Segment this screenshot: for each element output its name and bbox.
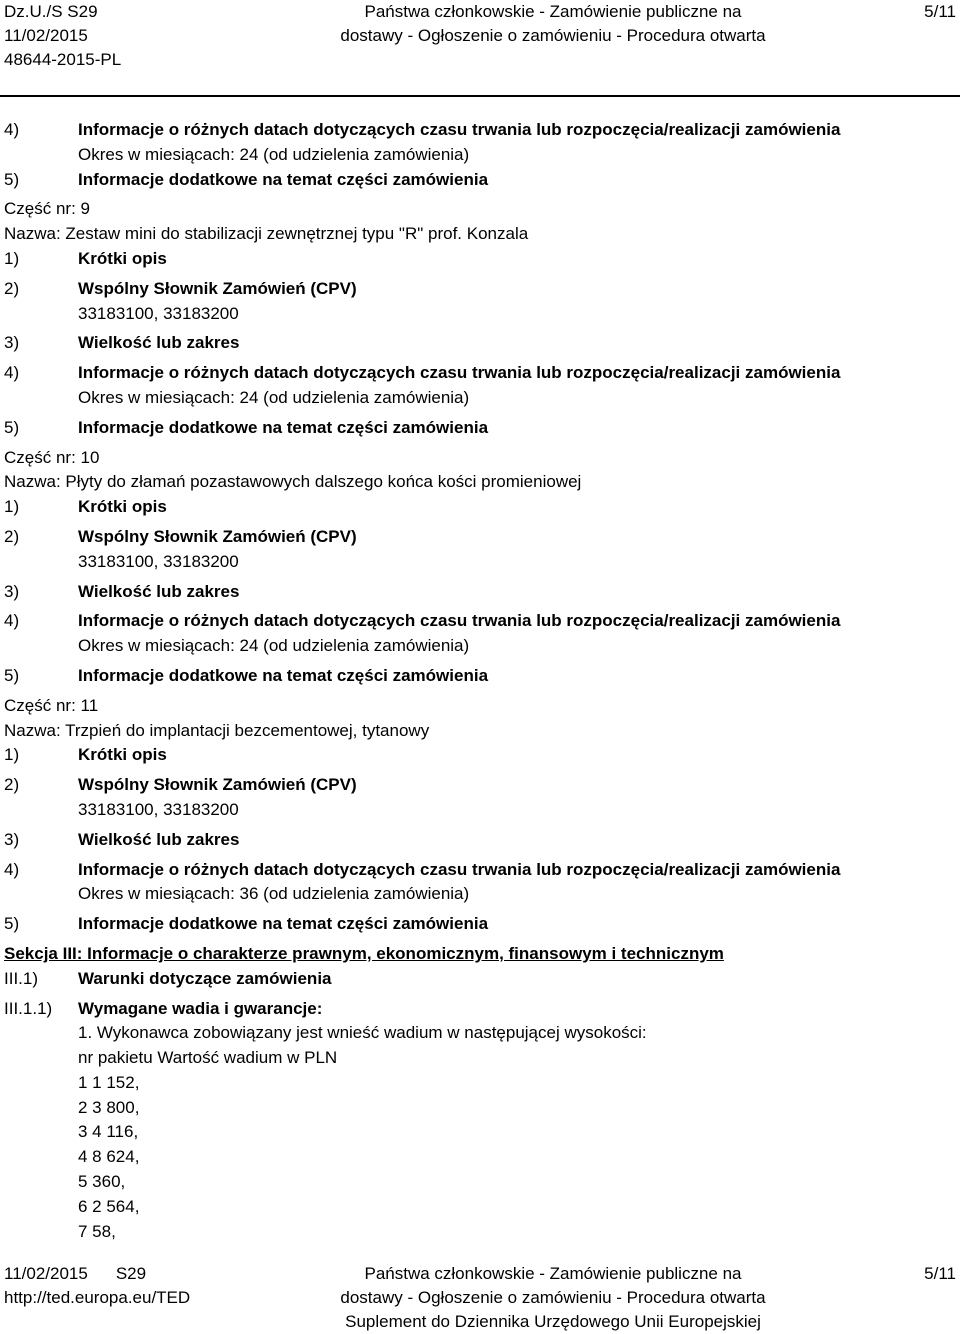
list-item	[0, 143, 960, 168]
item-label: Informacje dodatkowe na temat części zamówienia	[78, 169, 489, 189]
page-header	[0, 0, 960, 68]
cpv-codes: 33183100, 33183200	[78, 303, 239, 323]
footer-title-line-2: dostawy - Ogłoszenie o zamówieniu - Procedura otwarta	[340, 1288, 766, 1307]
list-item	[0, 525, 960, 550]
item-value: Okres w miesiącach: 24 (od udzielenia zamówienia)	[78, 144, 470, 164]
footer-right	[876, 1262, 956, 1286]
list-item	[0, 331, 960, 356]
footer-page-number: 5/11	[924, 1264, 956, 1283]
item-label: Wspólny Słownik Zamówień (CPV)	[78, 278, 357, 298]
header-left	[4, 0, 204, 72]
text-line-content: 2 3 800,	[78, 1097, 140, 1117]
item-number: 3)	[4, 581, 20, 601]
footer-date-series	[4, 1262, 204, 1286]
list-item	[0, 798, 960, 823]
text-line-content: 5 360,	[78, 1172, 126, 1192]
list-item	[0, 664, 960, 689]
text-line-content: 4 8 624,	[78, 1147, 140, 1167]
list-item	[0, 858, 960, 883]
part-name	[0, 222, 960, 247]
list-item	[0, 634, 960, 659]
header-right	[876, 0, 956, 24]
list-item	[0, 386, 960, 411]
header-date: 11/02/2015	[4, 26, 88, 45]
part-number	[0, 197, 960, 222]
text-line	[0, 1046, 960, 1071]
section-title: Sekcja III: Informacje o charakterze prawnym, ekonomicznym, finansowym i technicznym	[4, 943, 724, 963]
item-number: 2)	[4, 775, 20, 795]
item-number: 4)	[4, 120, 20, 139]
footer-title-line-1: Państwa członkowskie - Zamówienie publiczne na	[364, 1264, 742, 1283]
item-label: Krótki opis	[78, 745, 167, 765]
text-line-content: 3 4 116,	[78, 1122, 139, 1142]
item-label: Informacje o różnych datach dotyczących czasu trwania lub rozpoczęcia/realizacji zamówienia	[78, 859, 841, 879]
item-label: Informacje o różnych datach dotyczących czasu trwania lub rozpoczęcia/realizacji zamówienia	[78, 363, 841, 383]
item-label: Krótki opis	[78, 497, 167, 517]
text-line	[0, 1170, 960, 1195]
item-label: Wielkość lub zakres	[78, 333, 240, 353]
item-number: 3)	[4, 829, 20, 849]
text-line-content: 6 2 564,	[78, 1196, 140, 1216]
part-name-text: Nazwa: Trzpień do implantacji bezcementowej, tytanowy	[4, 720, 430, 740]
text-line-content: 1. Wykonawca zobowiązany jest wnieść wadium w następującej wysokości:	[78, 1023, 647, 1043]
list-item	[0, 247, 960, 272]
footer-center	[298, 1262, 808, 1334]
item-label: Informacje dodatkowe na temat części zamówienia	[78, 417, 489, 437]
item-label: Warunki dotyczące zamówienia	[78, 968, 332, 988]
item-label: Wspólny Słownik Zamówień (CPV)	[78, 526, 357, 546]
text-line-content: 1 1 152,	[78, 1072, 140, 1092]
text-line-content: 7 58,	[78, 1221, 116, 1241]
text-line-content: nr pakietu Wartość wadium w PLN	[78, 1048, 338, 1068]
list-item	[0, 609, 960, 634]
item-value: Okres w miesiącach: 24 (od udzielenia zamówienia)	[78, 636, 470, 656]
item-label: Wymagane wadia i gwarancje:	[78, 998, 323, 1018]
item-number: 4)	[4, 611, 20, 631]
section-heading	[0, 942, 960, 967]
header-center	[298, 0, 808, 48]
item-value: Okres w miesiącach: 36 (od udzielenia zamówienia)	[78, 884, 470, 904]
part-number-text: Część nr: 11	[4, 695, 99, 715]
list-item	[0, 773, 960, 798]
item-label: Informacje dodatkowe na temat części zamówienia	[78, 665, 489, 685]
page-footer	[0, 1262, 960, 1334]
list-item	[0, 580, 960, 605]
part-number	[0, 446, 960, 471]
part-name-text: Nazwa: Płyty do złamań pozastawowych dalszego końca kości promieniowej	[4, 472, 582, 492]
list-item	[0, 967, 960, 992]
text-line	[0, 1071, 960, 1096]
part-number	[0, 694, 960, 719]
text-line	[0, 1145, 960, 1170]
part-number-text: Część nr: 10	[4, 447, 100, 467]
item-number: 4)	[4, 363, 20, 383]
item-label: Krótki opis	[78, 248, 167, 268]
item-number: III.1.1)	[4, 998, 53, 1018]
item-number: 1)	[4, 497, 20, 517]
part-name	[0, 719, 960, 744]
cpv-codes: 33183100, 33183200	[78, 551, 239, 571]
item-number: 1)	[4, 248, 20, 268]
item-label: Wielkość lub zakres	[78, 829, 240, 849]
list-item	[0, 118, 960, 143]
header-title-line-2: dostawy - Ogłoszenie o zamówieniu - Procedura otwarta	[340, 26, 766, 45]
list-item	[0, 912, 960, 937]
list-item	[0, 997, 960, 1022]
item-label: Informacje o różnych datach dotyczących czasu trwania lub rozpoczęcia/realizacji zamówienia	[78, 611, 841, 631]
header-page-number: 5/11	[924, 2, 956, 21]
item-number: 2)	[4, 278, 20, 298]
item-label: Wspólny Słownik Zamówień (CPV)	[78, 775, 357, 795]
item-number: 1)	[4, 745, 20, 765]
list-item	[0, 882, 960, 907]
item-value: Okres w miesiącach: 24 (od udzielenia zamówienia)	[78, 387, 470, 407]
item-number: 5)	[4, 417, 20, 437]
cpv-codes: 33183100, 33183200	[78, 799, 239, 819]
item-number: 2)	[4, 526, 20, 546]
journal-ref: Dz.U./S S29	[4, 2, 98, 21]
list-item	[0, 743, 960, 768]
notice-number: 48644-2015-PL	[4, 50, 122, 69]
list-item	[0, 277, 960, 302]
text-line	[0, 1096, 960, 1121]
item-number: 3)	[4, 333, 20, 353]
list-item	[0, 302, 960, 327]
list-item	[0, 168, 960, 193]
footer-url[interactable]: http://ted.europa.eu/TED	[4, 1288, 191, 1307]
item-number: 5)	[4, 665, 20, 685]
header-title-line-1: Państwa członkowskie - Zamówienie publiczne na	[364, 2, 742, 21]
part-name	[0, 470, 960, 495]
text-line	[0, 1220, 960, 1245]
list-item	[0, 416, 960, 441]
document-body	[0, 118, 960, 1244]
part-number-text: Część nr: 9	[4, 199, 90, 219]
text-line	[0, 1120, 960, 1145]
footer-series: S29	[115, 1264, 147, 1283]
item-label: Wielkość lub zakres	[78, 581, 240, 601]
list-item	[0, 828, 960, 853]
item-number: 5)	[4, 169, 20, 189]
footer-left	[4, 1262, 204, 1310]
item-label: Informacje dodatkowe na temat części zamówienia	[78, 914, 489, 934]
item-number: 4)	[4, 859, 20, 879]
footer-title-line-3: Suplement do Dziennika Urzędowego Unii Europejskiej	[345, 1312, 761, 1331]
item-number: 5)	[4, 914, 20, 934]
footer-date: 11/02/2015	[4, 1264, 88, 1283]
item-number: III.1)	[4, 968, 39, 988]
text-line	[0, 1195, 960, 1220]
list-item	[0, 361, 960, 386]
list-item	[0, 495, 960, 520]
text-line	[0, 1021, 960, 1046]
header-rule	[0, 95, 960, 97]
part-name-text: Nazwa: Zestaw mini do stabilizacji zewnętrznej typu "R" prof. Konzala	[4, 224, 529, 244]
list-item	[0, 550, 960, 575]
item-label: Informacje o różnych datach dotyczących czasu trwania lub rozpoczęcia/realizacji zamówienia	[78, 120, 841, 139]
